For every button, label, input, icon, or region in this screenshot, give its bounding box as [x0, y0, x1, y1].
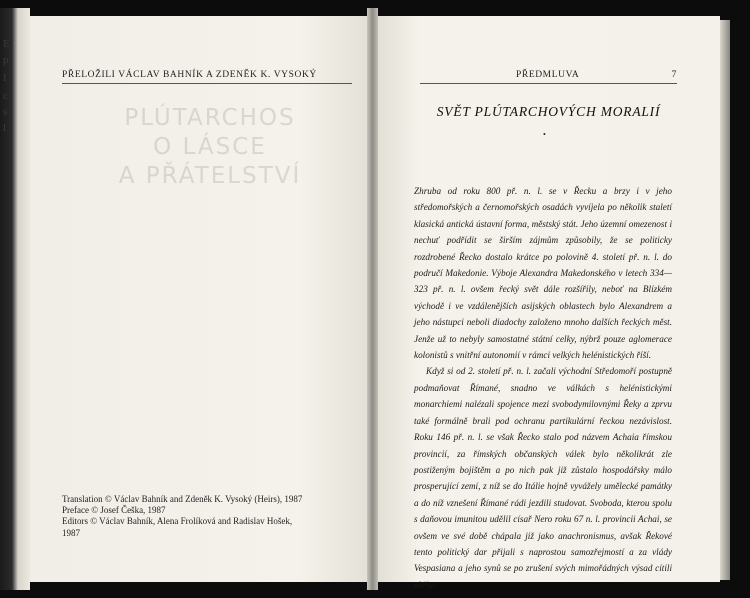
running-head — [420, 70, 677, 84]
right-page-edge — [720, 20, 730, 580]
running-head-title: PŘEDMLUVA — [516, 70, 580, 80]
credit-line: Editors © Václav Bahník, Alena Frolíková and Radislav Hošek, — [62, 516, 293, 527]
chapter-title: SVĚT PLÚTARCHOVÝCH MORALIÍ — [436, 104, 661, 119]
edge-glyph: E — [3, 38, 10, 50]
copyright-credits — [62, 494, 352, 539]
paragraph: Když si od 2. století př. n. l. začali východní Středomoří postupně podmaňovat Římané, snadno ve válkách s helénistickými monarchiemi nalézali spojence mezi svobodymilovnými Řeky a zprvu také formálně brali pod ochranu partikulární řeckou nezávislost. Roku 146 př. n. l. se však Řecko stalo pod názvem Achaia římskou provincií, za římských občanských válek bylo několikrát zle postiženým bojištěm a po nich pak již zůstalo hospodářsky málo prosperující zemí, z níž se do Itálie hojně vyvážely umělecké památky a do níž vznešení Římané rádi jezdili studovat. Svoboda, kterou spolu s daňovou imunitou udělil císař Nero roku 67 n. l. provincii Achai, se ovšem ve své době chápala již jako anachronismus, avšak Řekové tento politický dar přijali s naprostou samozřejmostí a za vlády Vespasiana a jeho synů se po zrušení svých mimořádných výsad cítili ukřiv- — [414, 366, 672, 590]
credit-line: Preface © Josef Češka, 1987 — [62, 505, 166, 516]
ghost-title-line: O LÁSCE — [153, 134, 267, 160]
back-page-edge — [0, 8, 30, 590]
translators-header: PŘELOŽILI VÁCLAV BAHNÍK A ZDENĚK K. VYSOKÝ — [62, 70, 352, 84]
paragraph: Zhruba od roku 800 př. n. l. se v Řecku a brzy i v jeho středomořských a černomořských osadách vyvíjela po několik staletí klasická antická ústavní forma, městský stát. Jeho územní omezenost i nechuť podřídit se širším zájmům způsobily, že se politicky rozdrobené Řecko dostalo krátce po polovině 4. století př. n. l. do područí Makedonie. Výboje Alexandra Makedonského v letech 334—323 př. n. l. ovšem řecký svět dále rozšířily, neboť na Blízkém východě i ve vzdálenějších asijských oblastech bylo Alexandrem a jeho nástupci neboli diadochy založeno mnoho dalších řeckých měst. Jenže už to nebyly samostatné státní celky, nýbrž pouze aglomerace kolonistů s vnitřní autonomií v rámci velkých helénistických říší. — [414, 186, 672, 361]
edge-glyph: p — [3, 54, 9, 66]
body-text — [414, 183, 672, 593]
book-spine — [367, 8, 378, 590]
edge-glyph: s — [3, 106, 8, 118]
edge-glyph: I — [3, 72, 7, 84]
ornament-dot: • — [543, 130, 546, 139]
page-number: 7 — [671, 70, 677, 80]
credit-line: 1987 — [62, 527, 80, 538]
credit-line: Translation © Václav Bahník and Zdeněk K. Vysoký (Heirs), 1987 — [62, 494, 303, 504]
ghost-title-line: A PŘÁTELSTVÍ — [118, 163, 302, 189]
show-through-title — [115, 104, 305, 191]
edge-glyph: c — [3, 90, 8, 102]
ghost-title-line: PLÚTARCHOS — [124, 105, 296, 131]
edge-glyph: l — [3, 122, 7, 134]
